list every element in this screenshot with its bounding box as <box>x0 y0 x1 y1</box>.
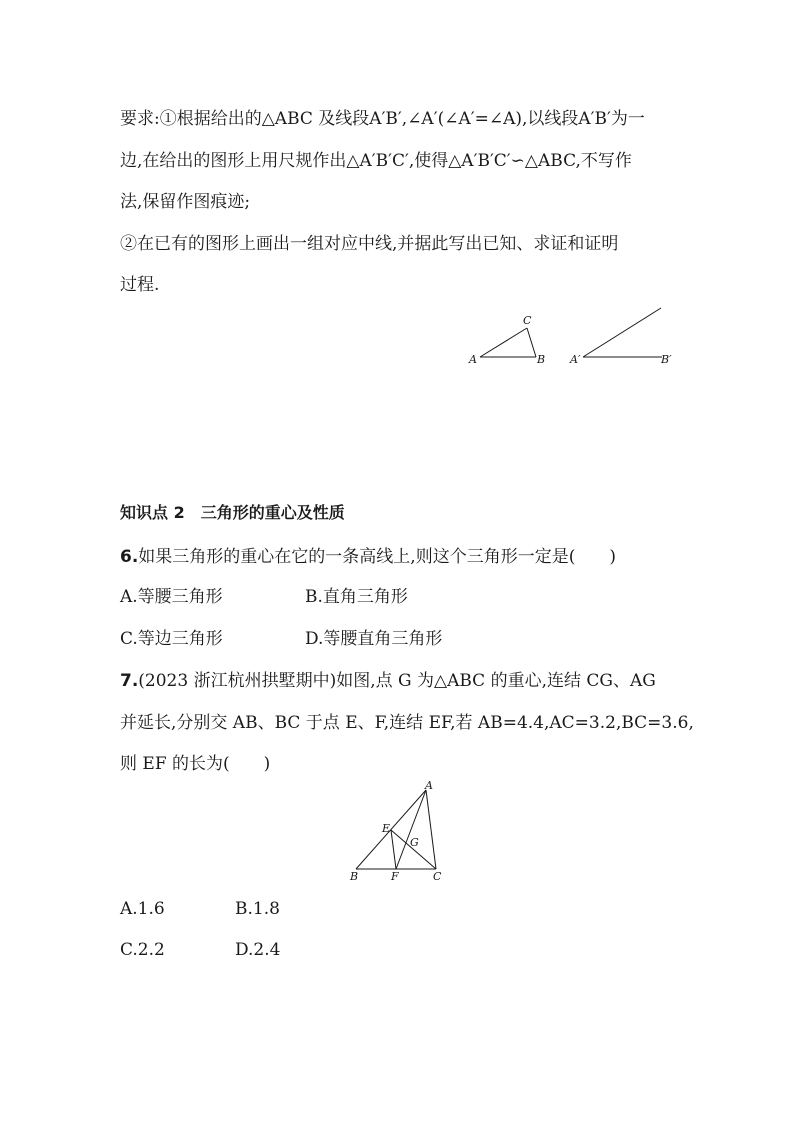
label-a: A <box>425 780 433 792</box>
q6-option-b: B.直角三角形 <box>305 587 408 607</box>
problem5-line-1: 要求:①根据给出的△ABC 及线段A′B′,∠A′(∠A′=∠A),以线段A′B′为一 <box>120 109 645 129</box>
label-e: E <box>382 822 391 835</box>
label-b: B <box>537 353 546 366</box>
section-heading: 知识点 2 三角形的重心及性质 <box>120 503 345 522</box>
q6-number: 6. <box>120 547 139 567</box>
label-c: C <box>523 314 532 327</box>
q6-option-d: D.等腰直角三角形 <box>305 629 443 649</box>
q7-line-2: 并延长,分别交 AB、BC 于点 E、F,连结 EF,若 AB=4.4,AC=3.2,BC=3.6, <box>120 713 694 733</box>
label-a: A <box>469 353 477 366</box>
problem5-line-4: ②在已有的图形上画出一组对应中线,并据此写出已知、求证和证明 <box>120 234 619 254</box>
problem5-figure <box>460 300 700 380</box>
label-b-prime: B′ <box>661 353 672 366</box>
q7-line-1 <box>120 669 656 693</box>
label-a-prime: A′ <box>570 353 581 366</box>
segment-ab <box>356 790 426 869</box>
q6-stem: 如果三角形的重心在它的一条高线上,则这个三角形一定是( ) <box>138 547 616 567</box>
label-b: B <box>350 870 359 883</box>
q6-stem-line <box>120 545 616 569</box>
label-f: F <box>391 870 399 883</box>
segment-ef <box>391 830 396 869</box>
q7-line-3: 则 EF 的长为( ) <box>120 754 271 774</box>
segment-cb <box>527 328 536 357</box>
q7-option-b: B.1.8 <box>235 899 280 919</box>
q6-option-a: A.等腰三角形 <box>120 587 223 607</box>
problem5-line-2: 边,在给出的图形上用尺规作出△A′B′C′,使得△A′B′C′∽△ABC,不写作 <box>120 151 632 171</box>
q7-figure <box>340 780 460 890</box>
segment-ac <box>480 328 527 357</box>
ray-from-a2 <box>583 308 661 357</box>
q7-option-c: C.2.2 <box>120 940 165 960</box>
q6-option-c: C.等边三角形 <box>120 629 223 649</box>
label-c: C <box>433 870 442 883</box>
segment-af <box>396 790 426 869</box>
label-g: G <box>410 836 419 849</box>
segment-ac <box>426 790 436 869</box>
q7-stem-1: (2023 浙江杭州拱墅期中)如图,点 G 为△ABC 的重心,连结 CG、AG <box>138 671 656 691</box>
problem5-line-5: 过程. <box>120 275 160 295</box>
q7-number: 7. <box>120 671 139 691</box>
q7-option-a: A.1.6 <box>120 899 165 919</box>
problem5-line-3: 法,保留作图痕迹; <box>120 192 251 212</box>
q7-option-d: D.2.4 <box>235 940 281 960</box>
